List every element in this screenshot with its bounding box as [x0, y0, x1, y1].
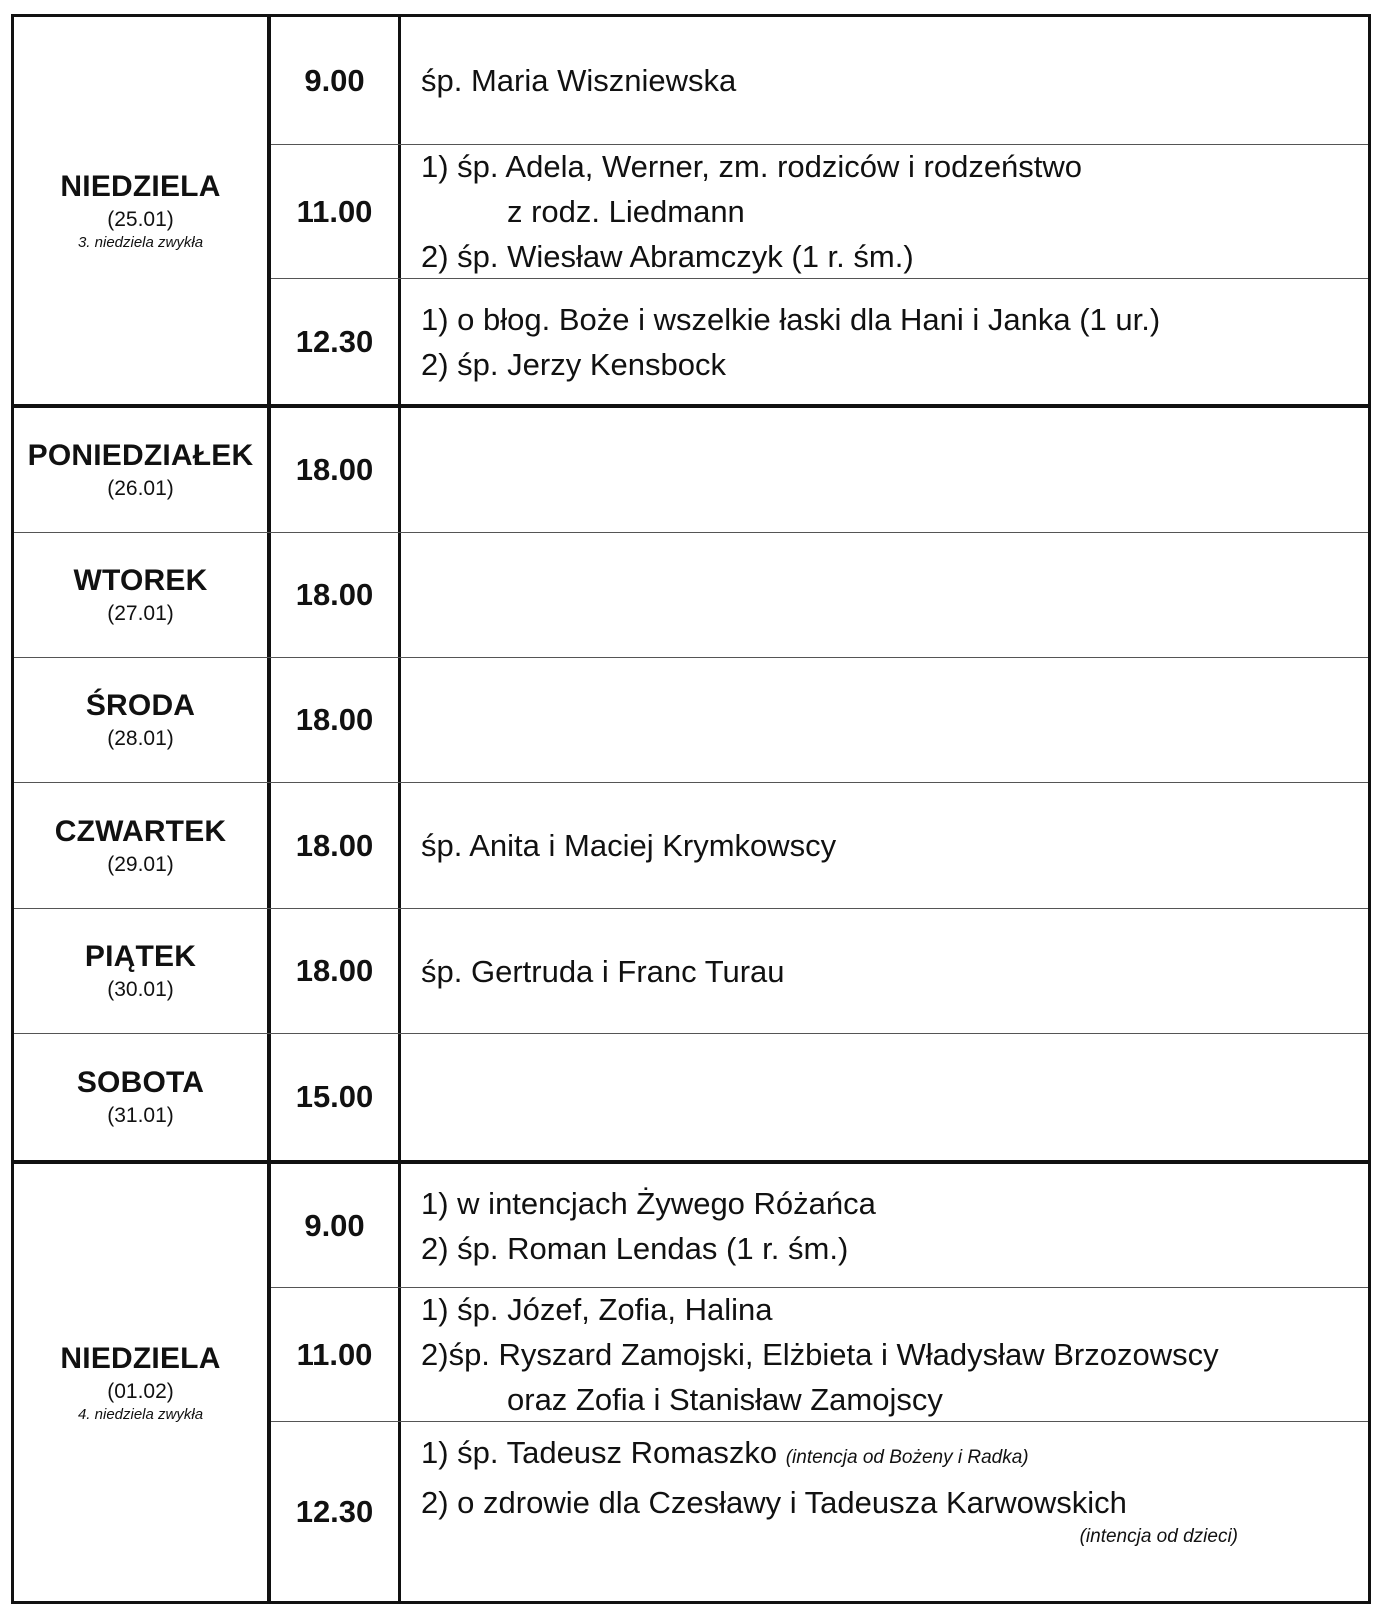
- day-name: NIEDZIELA: [60, 170, 221, 203]
- mass-time: 11.00: [296, 1336, 373, 1372]
- intentions-cell: [401, 783, 1368, 908]
- day-name: ŚRODA: [85, 689, 196, 722]
- day-cell-sunday-2: [14, 1164, 267, 1601]
- day-date: (01.02): [107, 1380, 174, 1403]
- intention-line: śp. Gertruda i Franc Turau: [421, 953, 785, 989]
- day-date: (28.01): [107, 727, 174, 750]
- intention-line: 1) śp. Józef, Zofia, Halina: [421, 1292, 773, 1327]
- intention-line: śp. Anita i Maciej Krymkowscy: [421, 828, 837, 863]
- mass-time: 12.30: [295, 1493, 374, 1529]
- intention-line: oraz Zofia i Stanisław Zamojscy: [507, 1382, 943, 1417]
- day-note: 4. niedziela zwykła: [77, 1406, 204, 1423]
- intention-line: 2) o zdrowie dla Czesławy i Tadeusza Karwowskich: [421, 1485, 1127, 1520]
- mass-time: 11.00: [296, 193, 373, 229]
- mass-time: 15.00: [295, 1079, 374, 1114]
- mass-schedule-table: [11, 14, 1371, 1604]
- mass-time: 18.00: [295, 452, 374, 487]
- mass-time: 18.00: [295, 577, 374, 612]
- intentions-cell-empty: [401, 658, 1368, 782]
- day-name: CZWARTEK: [54, 814, 227, 848]
- day-date: (27.01): [107, 602, 174, 625]
- day-name: NIEDZIELA: [60, 1342, 221, 1375]
- day-cell-sunday-1: [14, 17, 267, 404]
- mass-time: 18.00: [295, 827, 374, 863]
- day-name: PIĄTEK: [84, 940, 197, 973]
- intention-line: 1) w intencjach Żywego Różańca: [421, 1185, 876, 1221]
- day-date: (31.01): [107, 1104, 174, 1127]
- intention-text: 1) śp. Tadeusz Romaszko: [421, 1435, 778, 1470]
- intentions-cell: [401, 145, 1368, 278]
- intention-line: 2)śp. Ryszard Zamojski, Elżbieta i Władysław Brzozowscy: [421, 1337, 1219, 1372]
- day-date: (30.01): [107, 978, 174, 1001]
- intention-line: 2) śp. Roman Lendas (1 r. śm.): [421, 1230, 849, 1266]
- intentions-cell: [401, 1422, 1368, 1601]
- intentions-cell-empty: [401, 408, 1368, 532]
- day-cell-thursday: [14, 783, 267, 908]
- day-date: (25.01): [107, 208, 174, 231]
- intention-line: 2) śp. Jerzy Kensbock: [421, 346, 726, 382]
- intention-note: (intencja od Bożeny i Radka): [785, 1447, 1029, 1468]
- day-cell-tuesday: [14, 533, 267, 657]
- mass-time: 9.00: [304, 1207, 365, 1243]
- mass-time: 18.00: [295, 953, 374, 988]
- mass-time: 12.30: [295, 323, 374, 359]
- mass-time: 9.00: [304, 62, 365, 98]
- intention-line: 2) śp. Wiesław Abramczyk (1 r. śm.): [421, 239, 914, 274]
- day-name: SOBOTA: [76, 1066, 205, 1099]
- day-name: WTOREK: [73, 564, 208, 597]
- day-date: (26.01): [107, 477, 174, 500]
- intentions-cell: [401, 17, 1368, 144]
- intentions-cell: [401, 279, 1368, 404]
- intention-line: 1) o błog. Boże i wszelkie łaski dla Hani i Janka (1 ur.): [421, 301, 1161, 337]
- intention-line: 1) śp. Adela, Werner, zm. rodziców i rodzeństwo: [421, 149, 1083, 184]
- day-cell-monday: [14, 408, 267, 532]
- day-date: (29.01): [107, 852, 174, 876]
- intention-line: z rodz. Liedmann: [507, 194, 745, 229]
- intentions-cell: [401, 909, 1368, 1033]
- intentions-cell-empty: [401, 533, 1368, 657]
- intention-line: [421, 1430, 1368, 1480]
- mass-time: 18.00: [295, 702, 374, 737]
- day-cell-wednesday: [14, 658, 267, 782]
- intentions-cell: [401, 1288, 1368, 1421]
- intentions-cell-empty: [401, 1034, 1368, 1160]
- intention-line: śp. Maria Wiszniewska: [421, 63, 737, 98]
- day-cell-friday: [14, 909, 267, 1033]
- day-name: PONIEDZIAŁEK: [27, 439, 254, 472]
- day-cell-saturday: [14, 1034, 267, 1160]
- intentions-cell: [401, 1164, 1368, 1287]
- day-note: 3. niedziela zwykła: [77, 234, 204, 251]
- intention-note: (intencja od dzieci): [1079, 1526, 1238, 1547]
